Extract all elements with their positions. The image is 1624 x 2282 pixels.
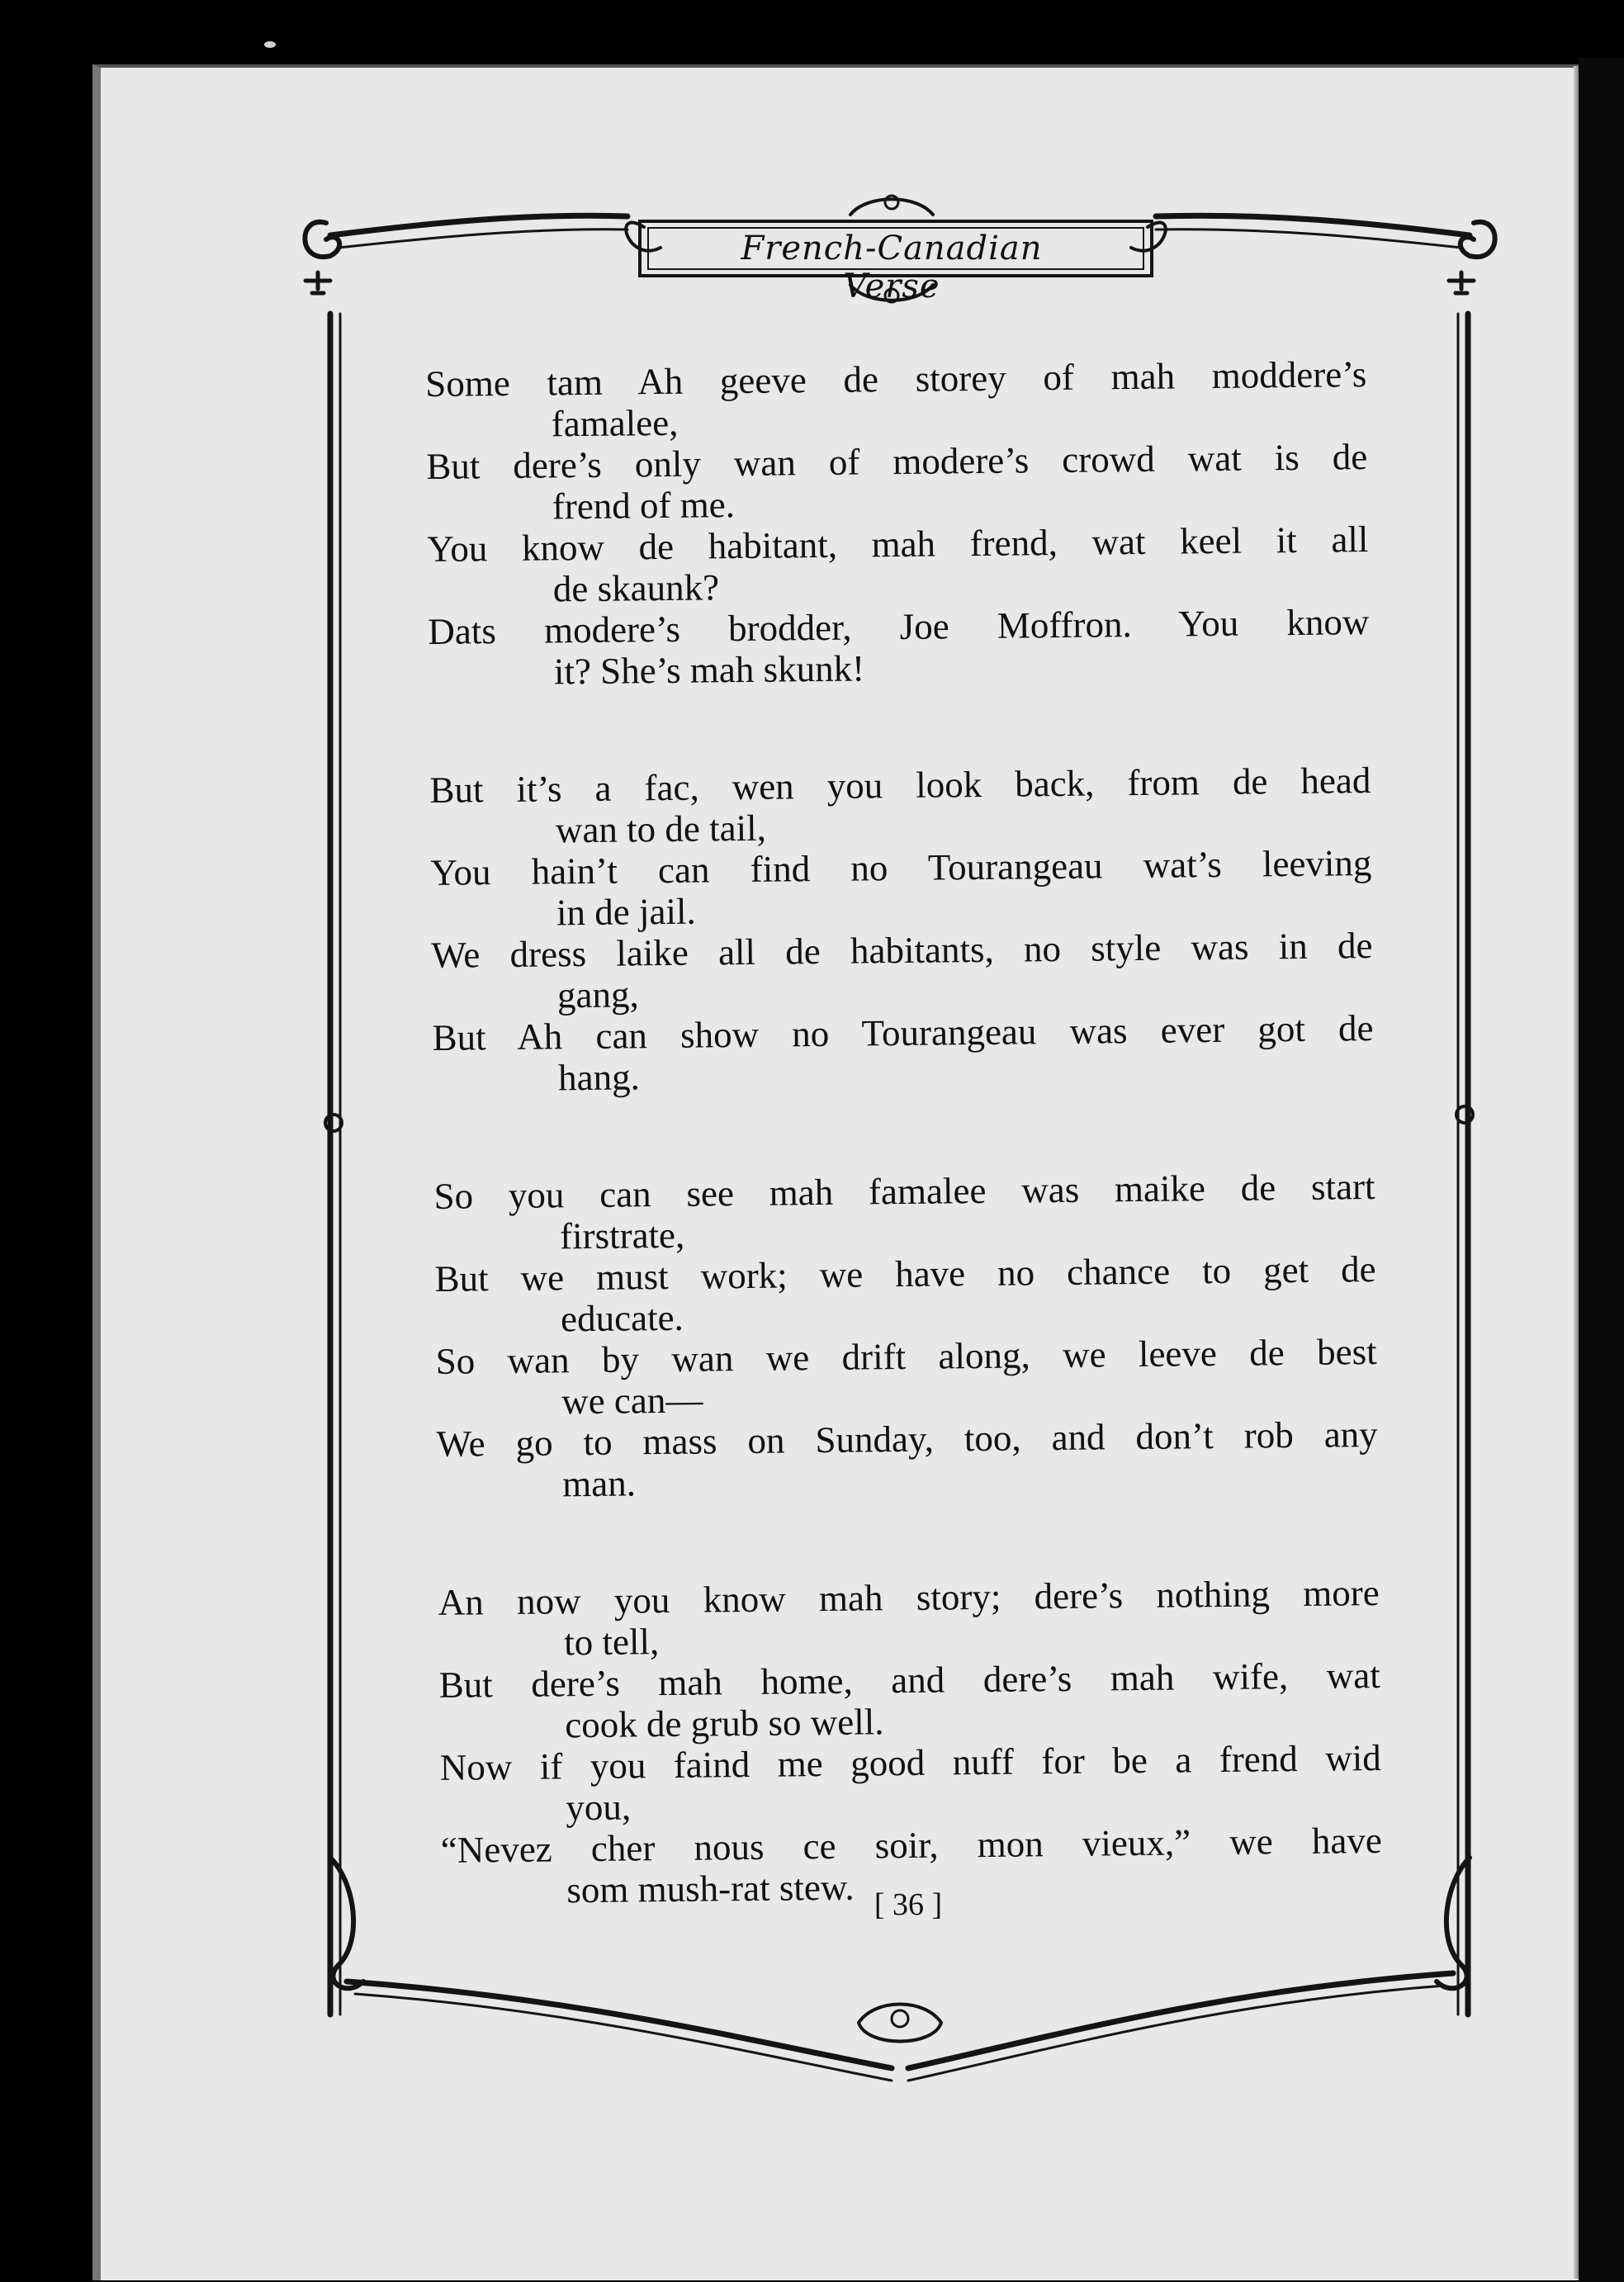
verse-line: But it’s a fac, wen you look back, from de head wan to de tail, xyxy=(429,760,1371,851)
verse-line: You know de habitant, mah frend, wat keel it all de skaunk? xyxy=(427,518,1369,610)
verse-line: So wan by wan we drift along, we leeve de best we can— xyxy=(435,1330,1377,1423)
stanza xyxy=(425,353,1370,694)
page-number: [ 36 ] xyxy=(874,1887,943,1922)
verse-line: But dere’s only wan of modere’s crowd wat is de frend of me. xyxy=(426,436,1368,528)
verse-line: Some tam Ah geeve de storey of mah moddere’s famalee, xyxy=(425,353,1367,445)
verse-line: So you can see mah famalee was maike de start firstrate, xyxy=(433,1166,1375,1257)
stanza xyxy=(438,1572,1382,1912)
stanza xyxy=(429,760,1374,1100)
verse-line: You hain’t can find no Tourangeau wat’s leeving in de jail. xyxy=(430,842,1372,934)
verse-line: “Nevez cher nous ce soir, mon vieux,” we have som mush-rat stew. xyxy=(440,1819,1383,1911)
verse-line: But Ah can show no Tourangeau was ever got de hang. xyxy=(432,1007,1374,1099)
verse-line: We go to mass on Sunday, too, and don’t rob any man. xyxy=(436,1413,1378,1505)
verse-line: An now you know mah story; dere’s nothing more to tell, xyxy=(438,1571,1380,1664)
verse-line: But we must work; we have no chance to get de educate. xyxy=(434,1248,1376,1340)
verse-line: Dats modere’s brodder, Joe Moffron. You know it? She’s mah skunk! xyxy=(428,601,1370,693)
running-header: French-Canadian Verse xyxy=(741,230,1043,305)
poem-body xyxy=(425,353,1384,1988)
verse-line: Now if you faind me good nuff for be a frend wid you, xyxy=(439,1736,1382,1829)
stanza xyxy=(433,1166,1378,1506)
verse-line: We dress laike all de habitants, no style was in de gang, xyxy=(431,925,1373,1016)
verse-line: But dere’s mah home, and dere’s mah wife, wat cook de grub so well. xyxy=(438,1654,1380,1746)
